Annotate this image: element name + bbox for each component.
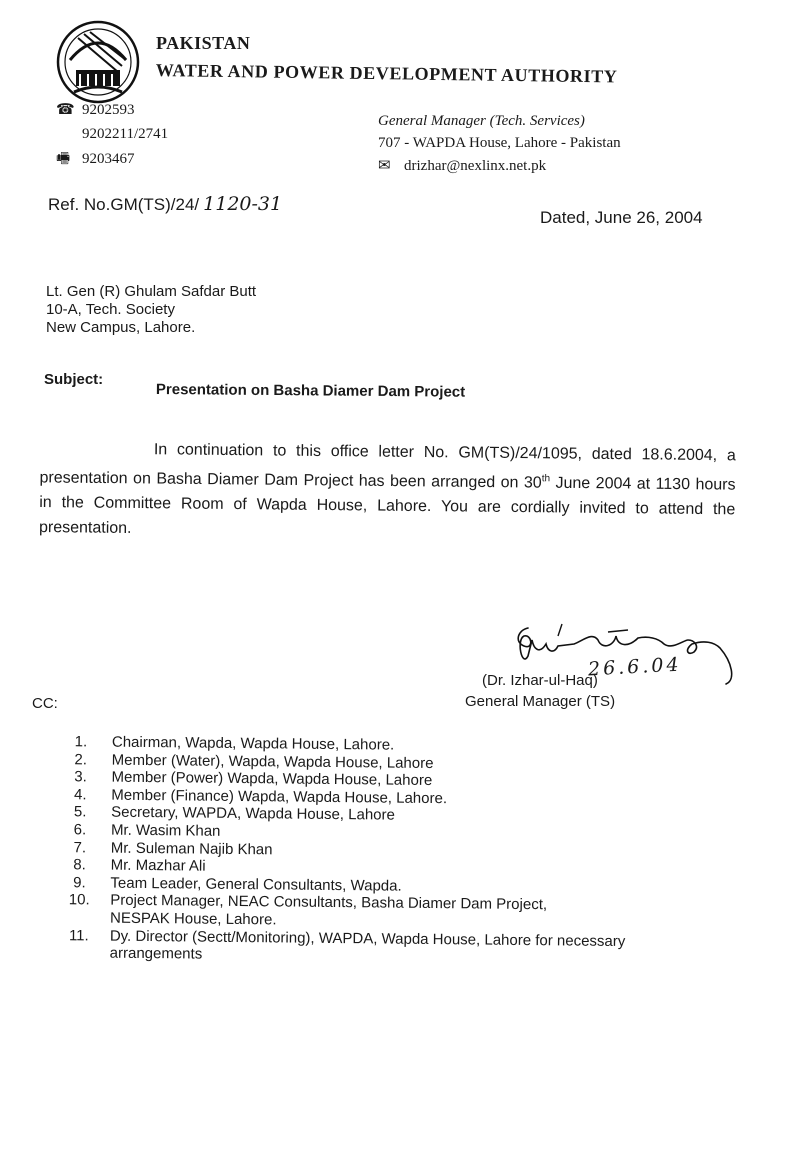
cc-item-text: Member (Finance) Wapda, Wapda House, Lahore.: [111, 786, 448, 807]
cc-item-text: Mr. Mazhar Ali: [110, 856, 206, 875]
org-name: WATER AND POWER DEVELOPMENT AUTHORITY: [155, 60, 618, 87]
signatory-name: (Dr. Izhar-ul-Haq): [482, 672, 598, 689]
recipient-line-1: Lt. Gen (R) Ghulam Safdar Butt: [46, 283, 257, 300]
subject-label: Subject:: [44, 371, 104, 388]
cc-item-number: 4.: [74, 786, 87, 804]
cc-item-text: Team Leader, General Consultants, Wapda.: [110, 874, 402, 895]
cc-item-number: 2.: [74, 750, 88, 768]
subject-text: Presentation on Basha Diamer Dam Project: [155, 381, 466, 401]
cc-item-text: Project Manager, NEAC Consultants, Basha Diamer Dam Project, NESPAK House, Lahore.: [109, 891, 548, 929]
fax-icon: 🖷: [56, 151, 71, 167]
reference-prefix: Ref. No.GM(TS)/24/: [48, 195, 200, 214]
phone-number-1: 9202593: [82, 102, 135, 118]
cc-list: [48, 733, 770, 969]
phone-row: [56, 100, 135, 119]
fax-number: 9203467: [82, 151, 135, 167]
cc-item-text: Mr. Wasim Khan: [110, 821, 221, 840]
cc-item-text: Mr. Suleman Najib Khan: [110, 839, 273, 858]
cc-item-number: 7.: [73, 838, 87, 856]
fax-row: [56, 148, 135, 173]
body-part-2: June 2004 at 1130 hours in the Committee Room of Wapda House, Lahore. You are cordially invited to attend the presentation.: [38, 474, 736, 538]
office-title: General Manager (Tech. Services): [378, 113, 585, 129]
cc-item-number: 3.: [74, 768, 87, 786]
email-icon: ✉: [378, 158, 391, 174]
cc-item-number: 10.: [68, 891, 90, 909]
cc-item-text: Dy. Director (Sectt/Monitoring), WAPDA, Wapda House, Lahore for necessary arrangements: [109, 927, 626, 963]
cc-item-number: 6.: [73, 821, 87, 839]
cc-item-text: Secretary, WAPDA, Wapda House, Lahore: [111, 804, 395, 824]
signature-date: 26.6.04: [587, 653, 683, 681]
letter-body: [39, 436, 736, 548]
cc-item-number: 1.: [74, 733, 88, 751]
cc-item-text: Member (Water), Wapda, Wapda House, Lahore: [111, 751, 434, 772]
wapda-seal-icon: [56, 20, 140, 104]
email-row: [378, 156, 546, 175]
signatory-designation: General Manager (TS): [465, 693, 616, 710]
cc-item-text: Member (Power) Wapda, Wapda House, Lahore: [111, 768, 433, 790]
cc-item-number: 5.: [73, 803, 87, 821]
body-superscript: th: [541, 473, 551, 485]
reference-number: [48, 193, 282, 215]
reference-handwritten: 1120-31: [203, 193, 283, 215]
recipient-line-3: New Campus, Lahore.: [46, 319, 196, 336]
email-address: drizhar@nexlinx.net.pk: [404, 158, 547, 174]
cc-item-number: 9.: [73, 874, 86, 892]
cc-label: CC:: [32, 695, 58, 712]
cc-item-number: 11.: [68, 926, 89, 944]
letter-date: Dated, June 26, 2004: [540, 208, 703, 227]
cc-item-number: 8.: [73, 856, 86, 874]
recipient-address: [46, 283, 256, 337]
body-part-1: In continuation to this office letter No. GM(TS)/24/1095, dated 18.6.2004, a presentation on Basha Diamer Dam Project has been arranged on 30: [39, 441, 736, 492]
telephone-icon: ☎: [56, 102, 75, 118]
phone-number-2: 9202211/2741: [82, 126, 169, 142]
cc-item-text: Chairman, Wapda, Wapda House, Lahore.: [111, 733, 395, 754]
recipient-line-2: 10-A, Tech. Society: [46, 301, 175, 318]
org-country: PAKISTAN: [156, 33, 251, 53]
cc-item: [48, 927, 768, 970]
office-address: 707 - WAPDA House, Lahore - Pakistan: [378, 135, 621, 151]
